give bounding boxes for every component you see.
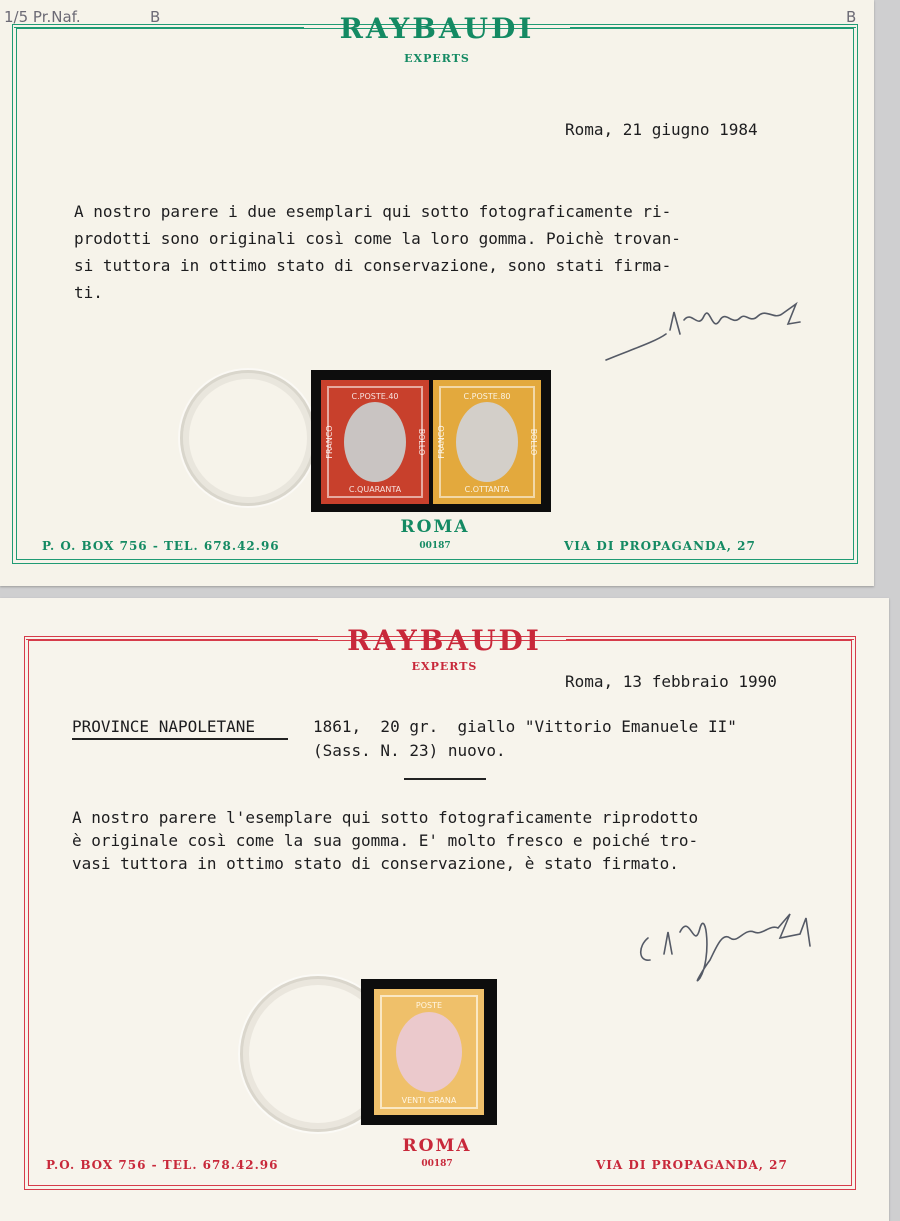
footer-city: ROMA — [400, 517, 470, 537]
signature — [630, 898, 830, 988]
stamp-top-label: C.POSTE.40 — [351, 392, 399, 401]
stamp-right-label: BOLLO — [529, 428, 539, 456]
certificate-date: Roma, 21 giugno 1984 — [565, 120, 758, 139]
lot-title: PROVINCE NAPOLETANE — [72, 717, 256, 736]
signature-text: Raybaudi — [600, 290, 605, 291]
pencil-note: 1/5 Pr.Naf. — [4, 8, 81, 26]
pencil-grade: B — [846, 8, 857, 26]
stamp-20gr — [374, 989, 484, 1115]
body-line: si tuttora in ottimo stato di conservazione, sono stati firma- — [74, 256, 672, 275]
stamp-portrait — [396, 1012, 462, 1092]
stamp-top-label: POSTE — [415, 1001, 443, 1010]
stamp-mount — [311, 370, 551, 512]
stamp-bottom-label: VENTI GRANA — [401, 1096, 457, 1105]
pencil-grade: B — [150, 8, 161, 26]
body-line: A nostro parere l'esemplare qui sotto fotograficamente riprodotto — [72, 808, 699, 827]
stamp-bottom-label: C.QUARANTA — [348, 485, 402, 494]
lot-description: (Sass. N. 23) nuovo. — [313, 741, 506, 760]
certificate-1990 — [0, 598, 889, 1221]
brand-name: RAYBAUDI — [339, 12, 535, 45]
footer-contact: P. O. BOX 756 - TEL. 678.42.96 — [42, 539, 280, 553]
stamp-left-label: FRANCO — [325, 425, 335, 459]
stamp-portrait — [456, 402, 518, 482]
signature — [600, 290, 810, 370]
footer-city: ROMA — [402, 1136, 472, 1156]
footer-zip: 00187 — [421, 1159, 453, 1169]
stamp-bottom-label: C.OTTANTA — [464, 485, 510, 494]
brand-subtitle: EXPERTS — [404, 52, 470, 65]
stamp-40c — [321, 380, 429, 504]
lot-title-underline — [72, 738, 288, 740]
certificate-date: Roma, 13 febbraio 1990 — [565, 672, 777, 691]
footer-address: VIA DI PROPAGANDA, 27 — [564, 539, 756, 553]
body-line: vasi tuttora in ottimo stato di conservazione, è stato firmato. — [72, 854, 679, 873]
stamp-top-label: C.POSTE.80 — [463, 392, 511, 401]
stamp-portrait — [344, 402, 406, 482]
body-line: è originale così come la sua gomma. E' molto fresco e poiché tro- — [72, 831, 699, 850]
lot-description: 1861, 20 gr. giallo "Vittorio Emanuele II" — [313, 717, 737, 736]
body-line: A nostro parere i due esemplari qui sotto fotograficamente ri- — [74, 202, 672, 221]
signature-text: Raybaudi — [630, 898, 635, 899]
body-line: ti. — [74, 283, 103, 302]
embossed-seal — [180, 370, 316, 506]
separator — [404, 778, 486, 780]
body-line: prodotti sono originali così come la loro gomma. Poichè trovan- — [74, 229, 681, 248]
brand-name: RAYBAUDI — [347, 624, 542, 657]
brand-subtitle: EXPERTS — [411, 660, 478, 673]
stamp-mount — [361, 979, 497, 1125]
stamp-left-label: FRANCO — [437, 425, 447, 459]
stamp-right-label: BOLLO — [417, 428, 427, 456]
footer-contact: P.O. BOX 756 - TEL. 678.42.96 — [46, 1158, 279, 1172]
footer-zip: 00187 — [419, 541, 451, 551]
certificate-1984 — [0, 0, 874, 586]
footer-address: VIA DI PROPAGANDA, 27 — [596, 1158, 788, 1172]
stamp-80c — [433, 380, 541, 504]
